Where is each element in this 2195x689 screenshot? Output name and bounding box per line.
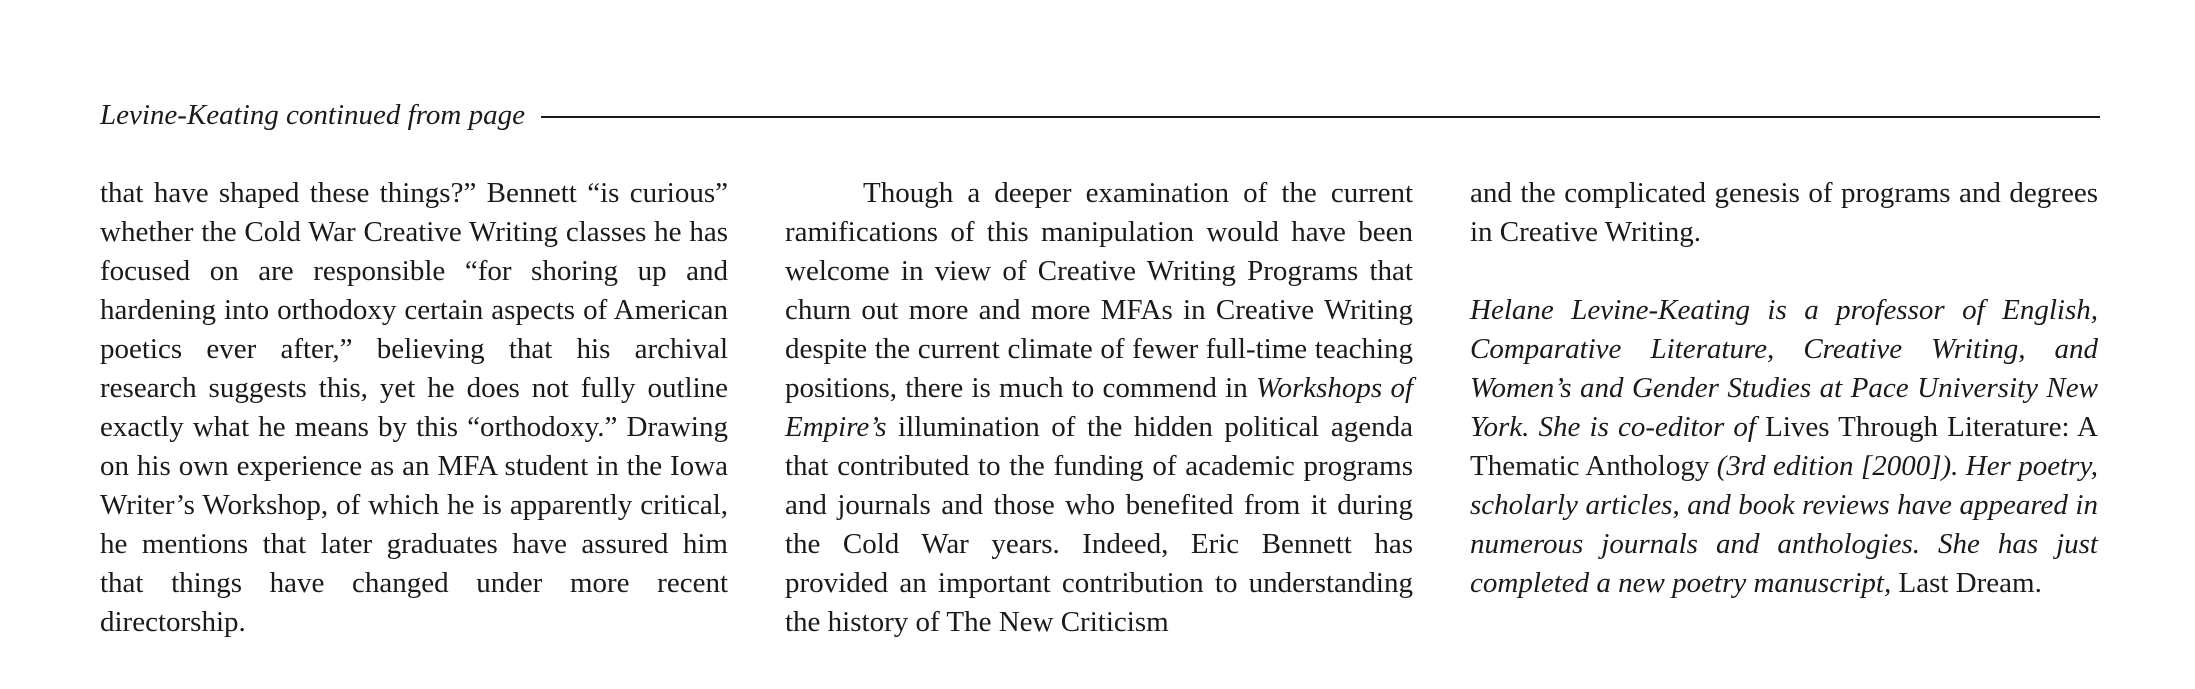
continuation-header — [100, 95, 2100, 135]
body-paragraph — [785, 174, 1413, 642]
body-paragraph: that have shaped these things?” Bennett “is curious” whether the Cold War Creative Writing classes he has focused on are responsible “for shoring up and hardening into orthodoxy certain aspects of American poetics ever after,” believing that his archival research suggests this, yet he does not fully outline exactly what he means by this “orthodoxy.” Drawing on his own experience as an MFA student in the Iowa Writer’s Workshop, of which he is apparently critical, he mentions that later graduates have assured him that things have changed under more recent directorship. — [100, 177, 728, 638]
bio-text: Helane Levine-Keating is a professor of English, Comparative Literature, Creative Writing, and Women’s and Gender Studies at Pace University New York. She is co-editor of — [1470, 294, 2098, 443]
author-bio — [1470, 291, 2098, 603]
header-rule — [541, 116, 2100, 118]
article-column-1 — [100, 174, 728, 642]
paragraph-text: Though a deeper examination of the current ramifications of this manipulation would have been welcome in view of Creative Writing Programs that churn out more and more MFAs in Creative Writing despite the current climate of fewer full-time teaching positions, there is much to commend in — [785, 177, 1413, 404]
article-column-3 — [1470, 174, 2098, 603]
book-title: Lives Through Literature: A Thematic Anthology — [1470, 411, 2098, 482]
book-title: Last Dream — [1898, 567, 2035, 599]
book-title: Workshops of Empire’s — [785, 372, 1414, 443]
continued-from-label: Levine-Keating continued from page — [100, 98, 525, 131]
article-column-2 — [785, 174, 1413, 642]
paragraph-text: illumination of the hidden political agenda that contributed to the funding of academic programs and journals and those who benefited from it during the Cold War years. Indeed, Eric Bennett has provided an important contribution to understanding the history of The New Criticism — [785, 411, 1413, 638]
bio-text: . — [2034, 567, 2042, 599]
bio-text: (3rd edition [2000]). Her poetry, scholarly articles, and book reviews have appeared in numerous journals and anthologies. She has just completed a new poetry manuscript, — [1470, 450, 2098, 599]
body-paragraph: and the complicated genesis of programs and degrees in Creative Writing. — [1470, 177, 2098, 248]
